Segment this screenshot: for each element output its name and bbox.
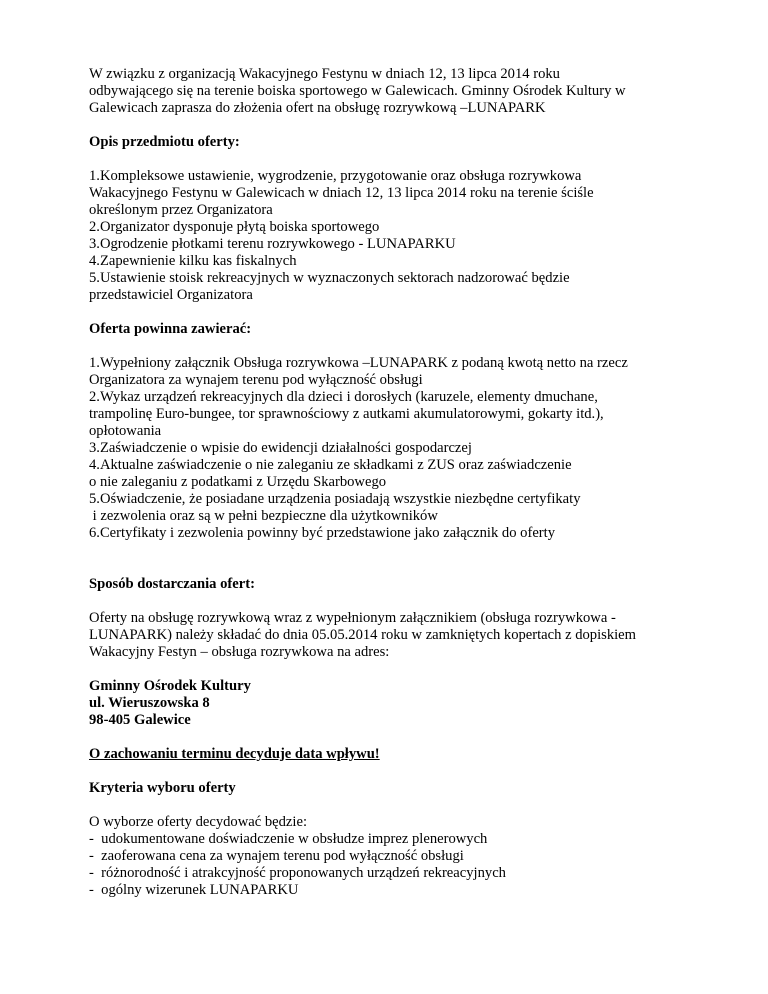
list-item: 4.Zapewnienie kilku kas fiskalnych xyxy=(89,253,297,269)
intro-line: odbywającego się na terenie boiska sportowego w Galewicach. Gminny Ośrodek Kultury w xyxy=(89,83,626,99)
list-item: - udokumentowane doświadczenie w obsłudze imprez plenerowych xyxy=(89,831,488,847)
section-heading-offer-description: Opis przedmiotu oferty: xyxy=(89,134,240,150)
intro-paragraph xyxy=(89,66,689,117)
list-item: 3.Ogrodzenie płotkami terenu rozrywkowego - LUNAPARKU xyxy=(89,236,456,252)
list-item: 2.Wykaz urządzeń rekreacyjnych dla dzieci i dorosłych (karuzele, elementy dmuchane, xyxy=(89,389,598,405)
list-item: 2.Organizator dysponuje płytą boiska sportowego xyxy=(89,219,380,235)
delivery-paragraph xyxy=(89,610,689,661)
criteria-list xyxy=(89,831,689,899)
list-item: opłotowania xyxy=(89,423,162,439)
list-item: - ogólny wizerunek LUNAPARKU xyxy=(89,882,299,898)
address-block xyxy=(89,678,689,729)
list-item: 5.Ustawienie stoisk rekreacyjnych w wyznaczonych sektorach nadzorować będzie xyxy=(89,270,570,286)
offer-description-list xyxy=(89,168,689,304)
list-item: Wakacyjnego Festynu w Galewicach w dniach 12, 13 lipca 2014 roku na terenie ściśle xyxy=(89,185,594,201)
list-item: 3.Zaświadczenie o wpisie do ewidencji działalności gospodarczej xyxy=(89,440,472,456)
address-city: 98-405 Galewice xyxy=(89,712,191,728)
section-heading-selection-criteria: Kryteria wyboru oferty xyxy=(89,780,236,796)
offer-contents-list xyxy=(89,355,689,542)
delivery-line: LUNAPARK) należy składać do dnia 05.05.2014 roku w zamkniętych kopertach z dopiskiem xyxy=(89,627,637,643)
list-item: przedstawiciel Organizatora xyxy=(89,287,253,303)
delivery-line: Wakacyjny Festyn – obsługa rozrywkowa na adres: xyxy=(89,644,390,660)
list-item: - różnorodność i atrakcyjność proponowanych urządzeń rekreacyjnych xyxy=(89,865,506,881)
criteria-intro: O wyborze oferty decydować będzie: xyxy=(89,814,307,830)
list-item: Organizatora za wynajem terenu pod wyłączność obsługi xyxy=(89,372,423,388)
section-heading-offer-contents: Oferta powinna zawierać: xyxy=(89,321,252,337)
address-street: ul. Wieruszowska 8 xyxy=(89,695,210,711)
delivery-line: Oferty na obsługę rozrywkową wraz z wypełnionym załącznikiem (obsługa rozrywkowa - xyxy=(89,610,616,626)
list-item: i zezwolenia oraz są w pełni bezpieczne dla użytkowników xyxy=(89,508,438,524)
list-item: trampolinę Euro-bungee, tor sprawnościowy z autkami akumulatorowymi, gokarty itd.), xyxy=(89,406,604,422)
list-item: 1.Wypełniony załącznik Obsługa rozrywkowa –LUNAPARK z podaną kwotą netto na rzecz xyxy=(89,355,628,371)
document-page xyxy=(89,66,689,899)
list-item: - zaoferowana cena za wynajem terenu pod wyłączność obsługi xyxy=(89,848,464,864)
list-item: określonym przez Organizatora xyxy=(89,202,273,218)
deadline-note: O zachowaniu terminu decyduje data wpływu! xyxy=(89,746,380,762)
list-item: 5.Oświadczenie, że posiadane urządzenia posiadają wszystkie niezbędne certyfikaty xyxy=(89,491,581,507)
list-item: 1.Kompleksowe ustawienie, wygrodzenie, przygotowanie oraz obsługa rozrywkowa xyxy=(89,168,582,184)
intro-line: W związku z organizacją Wakacyjnego Festynu w dniach 12, 13 lipca 2014 roku xyxy=(89,66,560,82)
list-item: 6.Certyfikaty i zezwolenia powinny być przedstawione jako załącznik do oferty xyxy=(89,525,556,541)
list-item: o nie zaleganiu z podatkami z Urzędu Skarbowego xyxy=(89,474,387,490)
section-heading-delivery-method: Sposób dostarczania ofert: xyxy=(89,576,255,592)
list-item: 4.Aktualne zaświadczenie o nie zaleganiu ze składkami z ZUS oraz zaświadczenie xyxy=(89,457,572,473)
intro-line: Galewicach zaprasza do złożenia ofert na obsługę rozrywkową –LUNAPARK xyxy=(89,100,546,116)
address-name: Gminny Ośrodek Kultury xyxy=(89,678,251,694)
